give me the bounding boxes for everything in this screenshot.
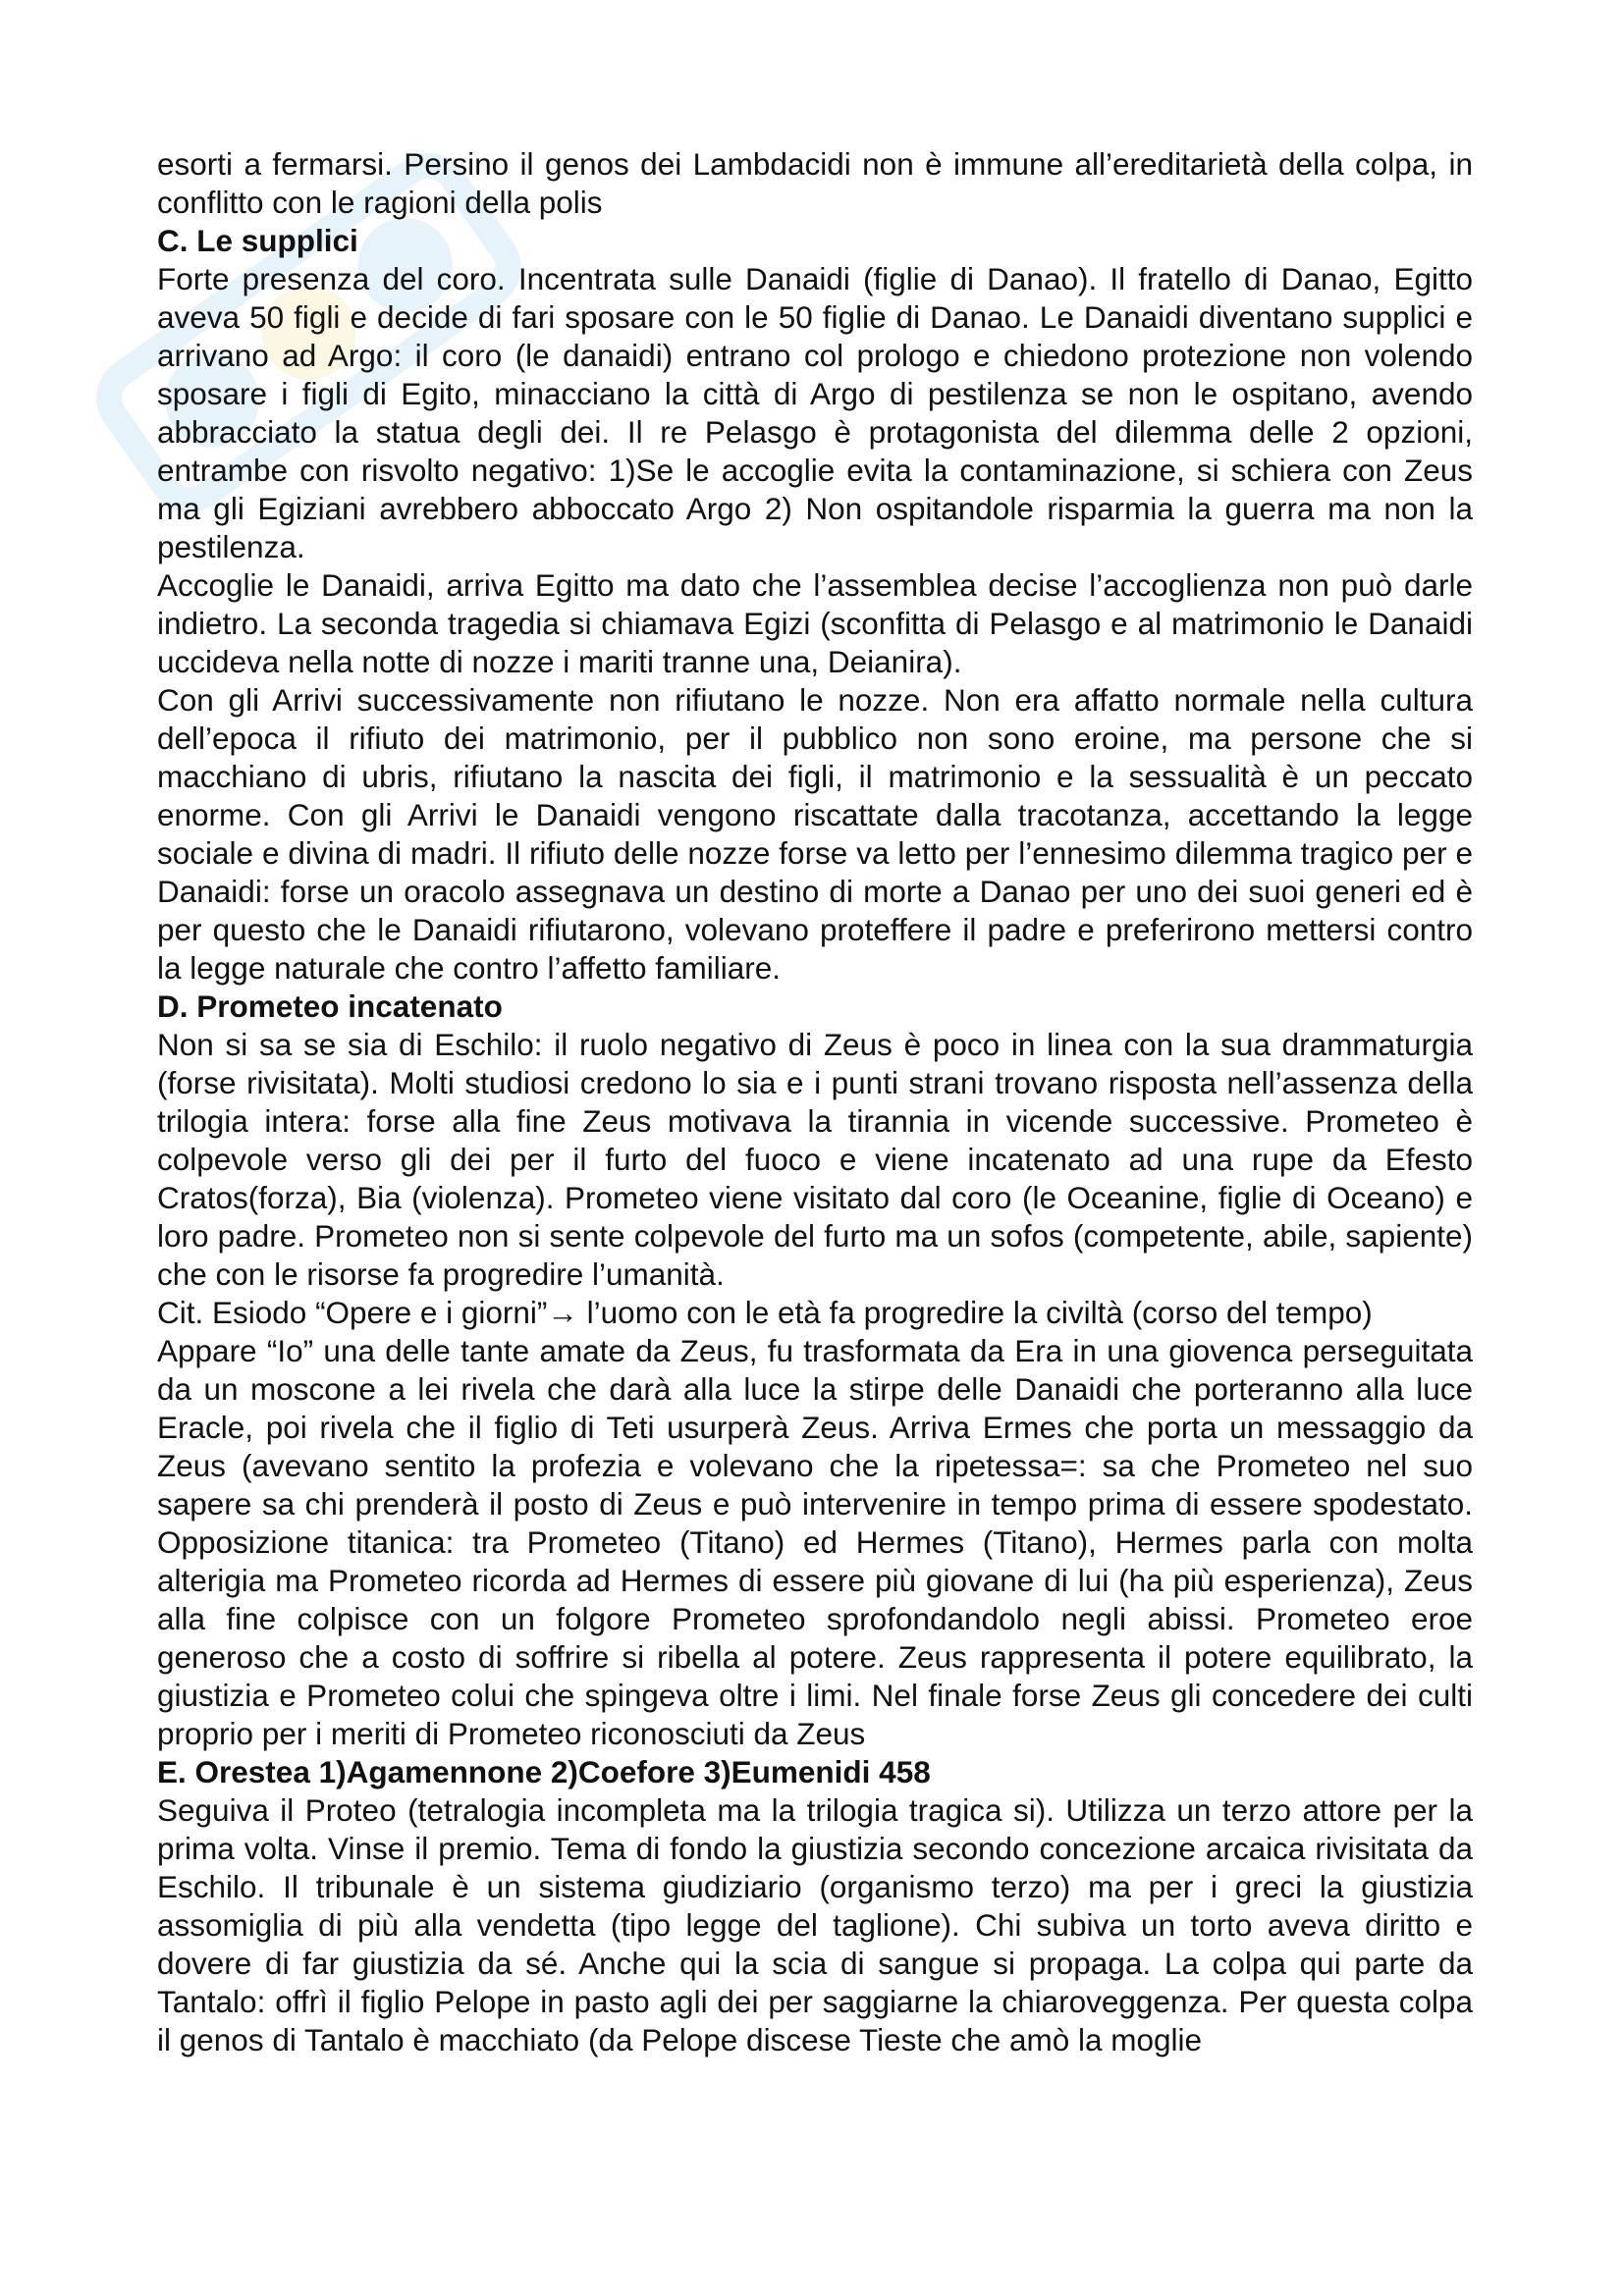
- section-heading-prometeo: D. Prometeo incatenato: [157, 988, 503, 1024]
- paragraph: Forte presenza del coro. Incentrata sulle Danaidi (figlie di Danao). Il fratello di Danao, Egitto aveva 50 figli e decide di fari sposare con le 50 figlie di Danao. Le Danaidi diventano supplici e arrivano ad Argo: il coro (le danaidi) entrano col prologo e chiedono protezione non volendo sposare i figli di Egito, minacciano la città di Argo di pestilenza se non le ospitano, avendo abbracciato la statua degli dei. Il re Pelasgo è protagonista del dilemma delle 2 opzioni, entrambe con risvolto negativo: 1)Se le accoglie evita la contaminazione, si schiera con Zeus ma gli Egiziani avrebbero abboccato Argo 2) Non ospitandole risparmia la guerra ma non la pestilenza.: [157, 261, 1473, 564]
- document-page: [157, 145, 1473, 2059]
- section-heading-orestea: E. Orestea 1)Agamennone 2)Coefore 3)Eumenidi 458: [157, 1754, 931, 1789]
- paragraph: Con gli Arrivi successivamente non rifiutano le nozze. Non era affatto normale nella cultura dell’epoca il rifiuto dei matrimonio, per il pubblico non sono eroine, ma persone che si macchiano di ubris, rifiutano la nascita dei figli, il matrimonio e la sessualità è un peccato enorme. Con gli Arrivi le Danaidi vengono riscattate dalla tracotanza, accettando la legge sociale e divina di madri. Il rifiuto delle nozze forse va letto per l’ennesimo dilemma tragico per e Danaidi: forse un oracolo assegnava un destino di morte a Danao per uno dei suoi generi ed è per questo che le Danaidi rifiutarono, volevano proteffere il padre e preferirono mettersi contro la legge naturale che contro l’affetto familiare.: [157, 682, 1473, 986]
- section-heading-supplici: C. Le supplici: [157, 223, 358, 258]
- paragraph: Appare “Io” una delle tante amate da Zeus, fu trasformata da Era in una giovenca perseguitata da un moscone a lei rivela che darà alla luce la stirpe delle Danaidi che porteranno alla luce Eracle, poi rivela che il figlio di Teti usurperà Zeus. Arriva Ermes che porta un messaggio da Zeus (avevano sentito la profezia e volevano che la ripetessa=: sa che Prometeo nel suo sapere sa chi prenderà il posto di Zeus e può intervenire in tempo prima di essere spodestato. Opposizione titanica: tra Prometeo (Titano) ed Hermes (Titano), Hermes parla con molta alterigia ma Prometeo ricorda ad Hermes di essere più giovane di lui (ha più esperienza), Zeus alla fine colpisce con un folgore Prometeo sprofondandolo negli abissi. Prometeo eroe generoso che a costo di soffrire si ribella al potere. Zeus rappresenta il potere equilibrato, la giustizia e Prometeo colui che spingeva oltre i limi. Nel finale forse Zeus gli concedere dei culti proprio per i meriti di Prometeo riconosciuti da Zeus: [157, 1333, 1473, 1751]
- paragraph: Seguiva il Proteo (tetralogia incompleta ma la trilogia tragica si). Utilizza un terzo attore per la prima volta. Vinse il premio. Tema di fondo la giustizia secondo concezione arcaica rivisitata da Eschilo. Il tribunale è un sistema giudiziario (organismo terzo) ma per i greci la giustizia assomiglia di più alla vendetta (tipo legge del taglione). Chi subiva un torto aveva diritto e dovere di far giustizia da sé. Anche qui la scia di sangue si propaga. La colpa qui parte da Tantalo: offrì il figlio Pelope in pasto agli dei per saggiarne la chiaroveggenza. Per questa colpa il genos di Tantalo è macchiato (da Pelope discese Tieste che amò la moglie: [157, 1792, 1473, 2057]
- intro-paragraph: esorti a fermarsi. Persino il genos dei Lambdacidi non è immune all’ereditarietà della colpa, in conflitto con le ragioni della polis: [157, 146, 1473, 220]
- paragraph: Cit. Esiodo “Opere e i giorni”→ l’uomo con le età fa progredire la civiltà (corso del tempo): [157, 1295, 1373, 1330]
- paragraph: Non si sa se sia di Eschilo: il ruolo negativo di Zeus è poco in linea con la sua drammaturgia (forse rivisitata). Molti studiosi credono lo sia e i punti strani trovano risposta nell’assenza della trilogia intera: forse alla fine Zeus motivava la tirannia in vicende successive. Prometeo è colpevole verso gli dei per il furto del fuoco e viene incatenato ad una rupe da Efesto Cratos(forza), Bia (violenza). Prometeo viene visitato dal coro (le Oceanine, figlie di Oceano) e loro padre. Prometeo non si sente colpevole del furto ma un sofos (competente, abile, sapiente) che con le risorse fa progredire l’umanità.: [157, 1027, 1473, 1292]
- paragraph: Accoglie le Danaidi, arriva Egitto ma dato che l’assemblea decise l’accoglienza non può darle indietro. La seconda tragedia si chiamava Egizi (sconfitta di Pelasgo e al matrimonio le Danaidi uccideva nella notte di nozze i mariti tranne una, Deianira).: [157, 567, 1473, 679]
